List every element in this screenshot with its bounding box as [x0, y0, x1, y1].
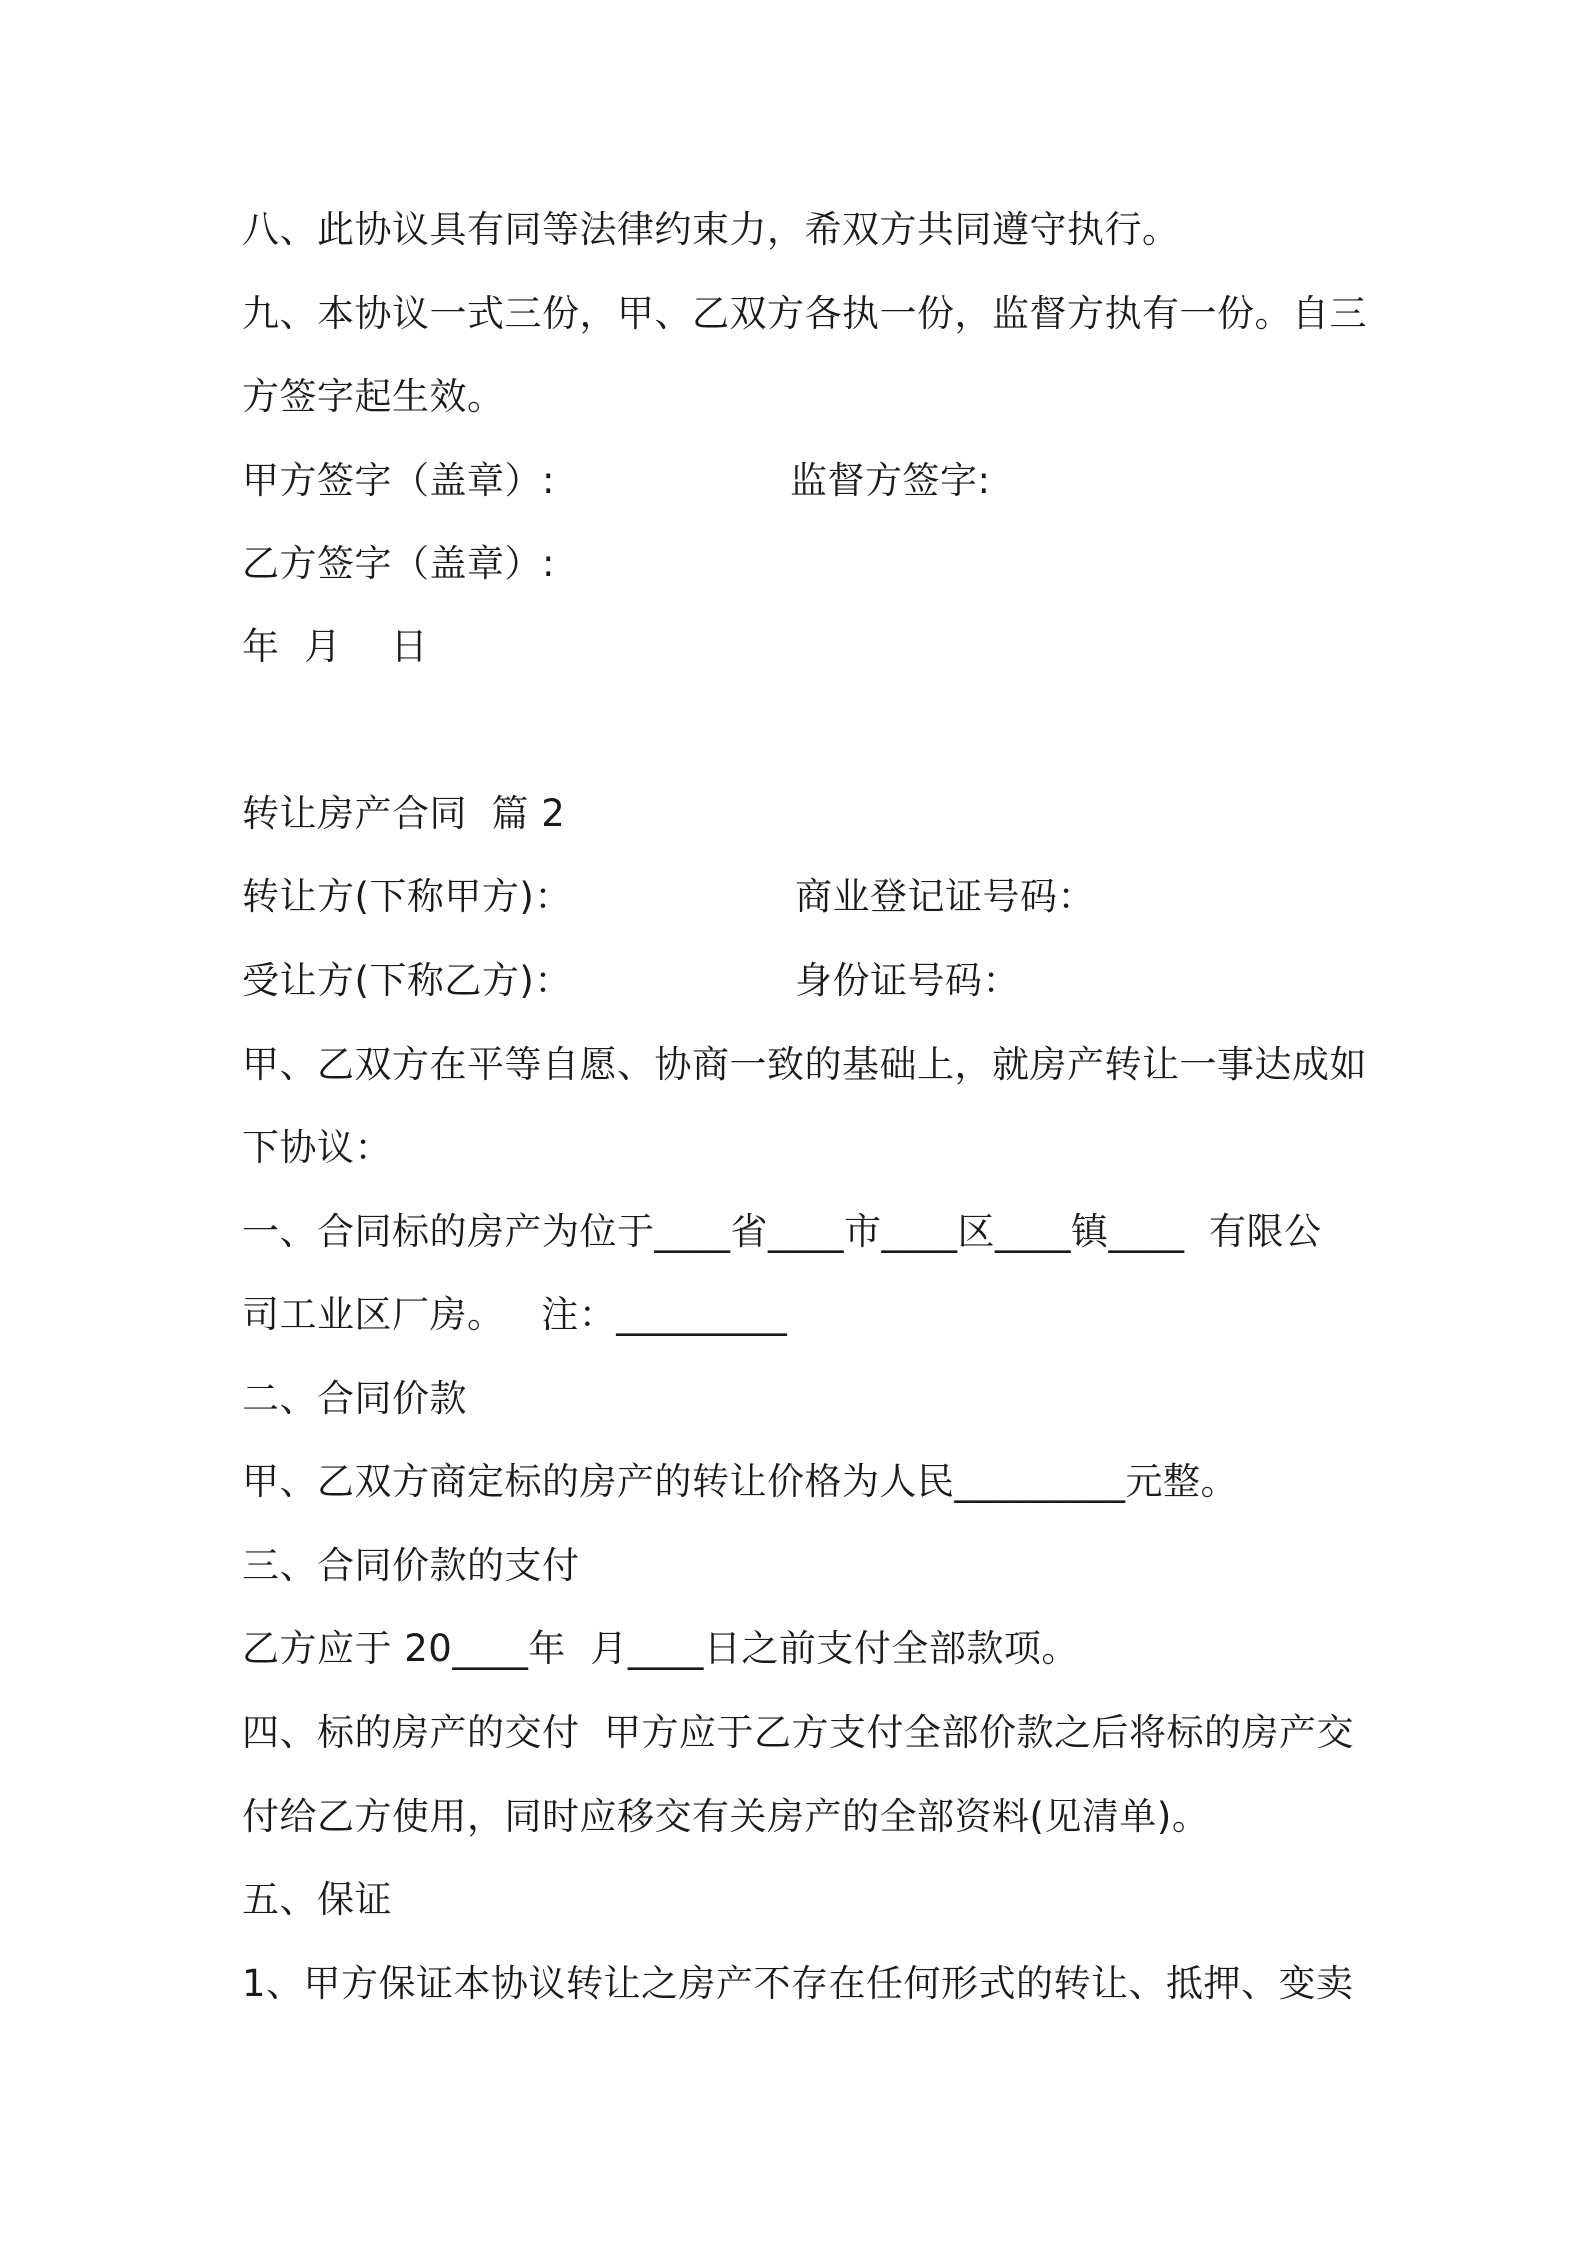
item-5-1: 1、甲方保证本协议转让之房产不存在任何形式的转让、抵押、变卖	[242, 1962, 1354, 2005]
party-a-signature-label: 甲方签字（盖章）:	[242, 459, 555, 502]
item-2-body: 甲、乙双方商定标的房产的转让价格为人民_________元整。	[242, 1460, 1238, 1503]
item-2-title: 二、合同价款	[242, 1377, 467, 1420]
business-registration-label: 商业登记证号码：	[795, 875, 1095, 918]
supervisor-signature-label: 监督方签字:	[790, 459, 991, 502]
item-3-body: 乙方应于 20____年 月____日之前支付全部款项。	[242, 1627, 1079, 1670]
item-1-line-1: 一、合同标的房产为位于____省____市____区____镇____ 有限公	[242, 1210, 1322, 1253]
item-4-line-1: 四、标的房产的交付 甲方应于乙方支付全部价款之后将标的房产交	[242, 1711, 1355, 1754]
item-4-line-2: 付给乙方使用，同时应移交有关房产的全部资料(见清单)。	[242, 1795, 1210, 1838]
signature-date: 年 月 日	[242, 625, 429, 668]
clause-8: 八、此协议具有同等法律约束力，希双方共同遵守执行。	[242, 208, 1180, 251]
item-5-title: 五、保证	[242, 1878, 392, 1921]
clause-9-line-2: 方签字起生效。	[242, 375, 505, 418]
party-b-signature-label: 乙方签字（盖章）:	[242, 542, 555, 585]
clause-9-line-1: 九、本协议一式三份，甲、乙双方各执一份，监督方执有一份。自三	[242, 292, 1367, 335]
item-1-line-2: 司工业区厂房。 注：_________	[242, 1293, 788, 1336]
intro-line-1: 甲、乙双方在平等自愿、协商一致的基础上，就房产转让一事达成如	[242, 1043, 1367, 1086]
section-title: 转让房产合同 篇 2	[242, 792, 566, 835]
id-number-label: 身份证号码：	[795, 959, 1020, 1002]
item-3-title: 三、合同价款的支付	[242, 1544, 580, 1587]
transferee-label: 受让方(下称乙方)：	[242, 959, 572, 1002]
intro-line-2: 下协议：	[242, 1126, 392, 1169]
transferor-label: 转让方(下称甲方)：	[242, 875, 572, 918]
